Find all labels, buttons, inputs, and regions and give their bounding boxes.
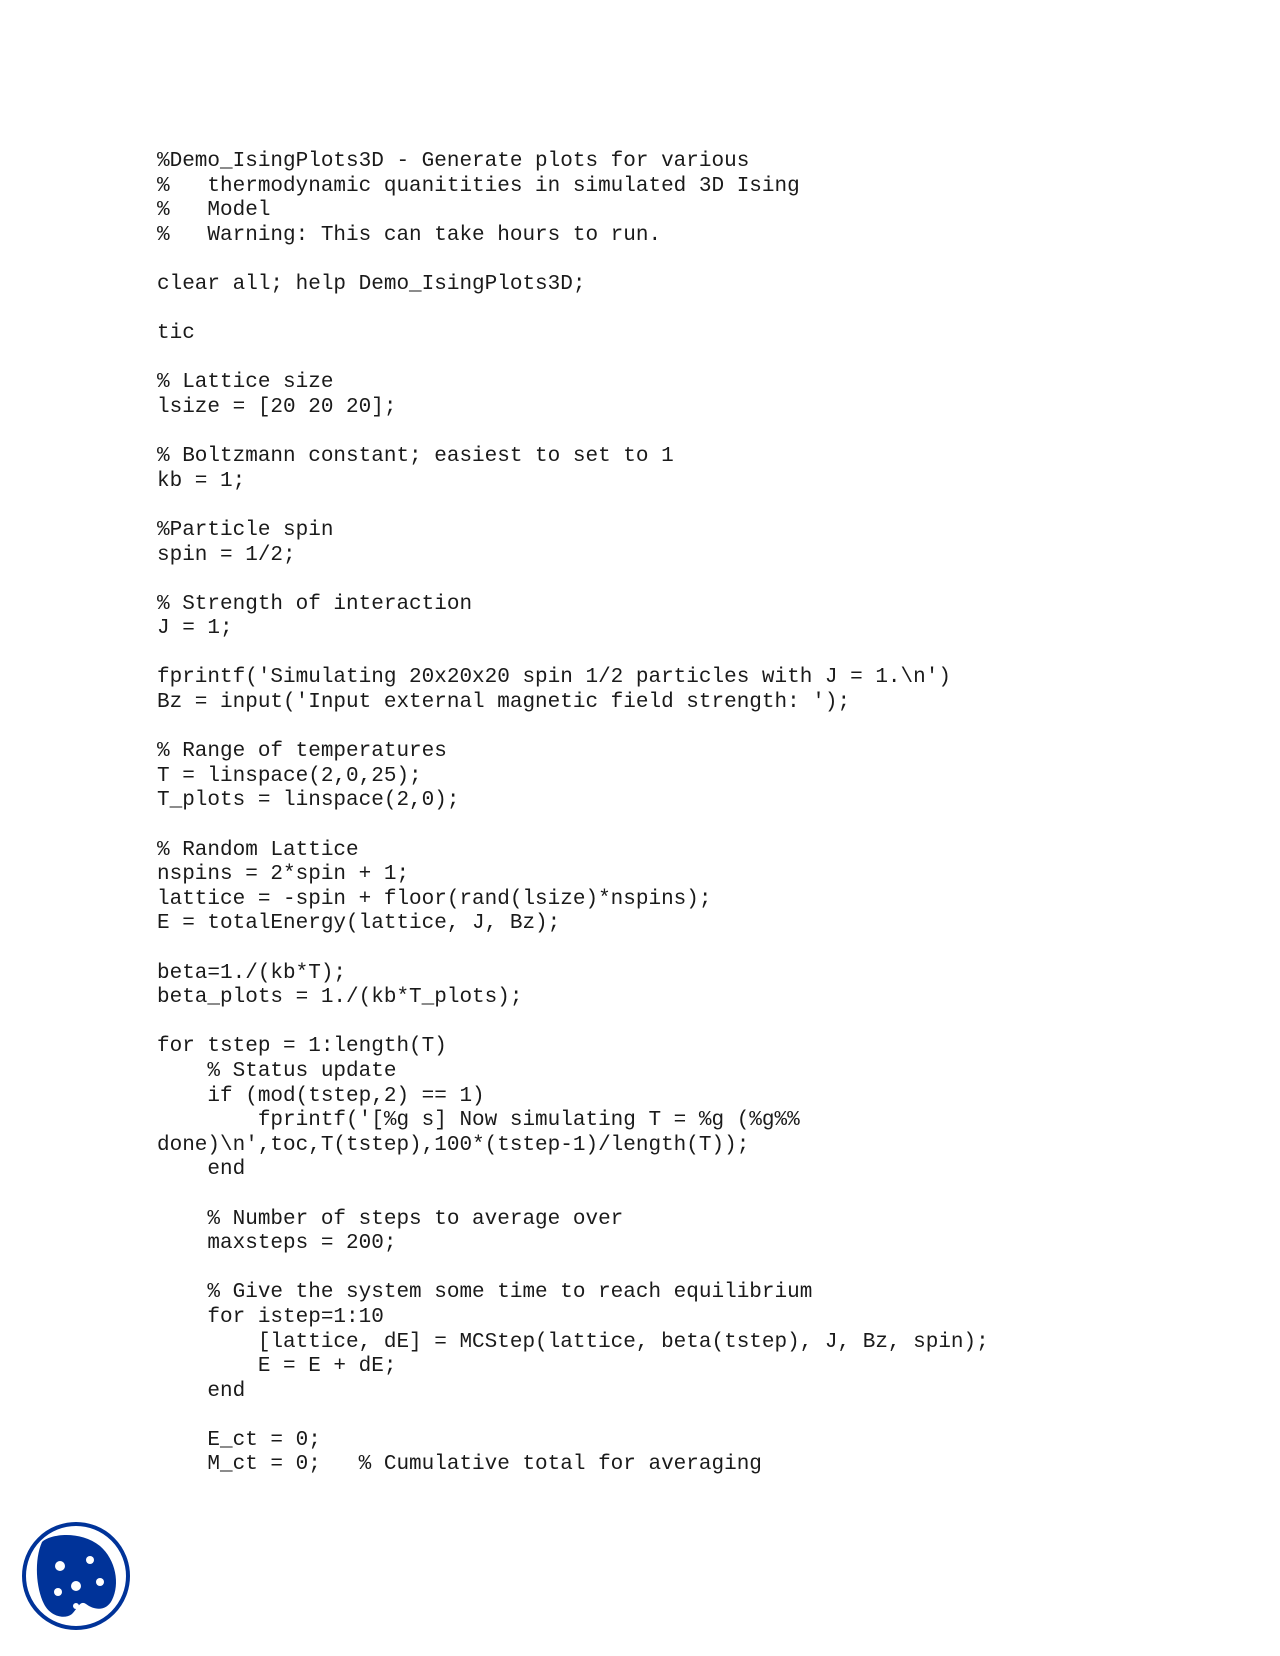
code-line: %Particle spin: [157, 518, 334, 542]
code-line: for tstep = 1:length(T): [157, 1035, 447, 1059]
code-line: % Random Lattice: [157, 838, 359, 862]
code-line: [157, 642, 989, 667]
code-line: lsize = [20 20 20];: [157, 395, 397, 419]
code-line: beta_plots = 1./(kb*T_plots);: [157, 986, 523, 1010]
code-line: % Model: [157, 199, 271, 223]
code-line: [157, 248, 989, 273]
code-line: fprintf('[%g s] Now simulating T = %g (%g%%: [157, 1109, 800, 1133]
code-line: [157, 1183, 989, 1208]
ladybug-logo-icon: [20, 1520, 132, 1632]
code-line: tic: [157, 322, 195, 346]
code-line: T = linspace(2,0,25);: [157, 764, 422, 788]
code-line: [lattice, dE] = MCStep(lattice, beta(tstep), J, Bz, spin);: [157, 1330, 989, 1354]
code-line: % Boltzmann constant; easiest to set to 1: [157, 445, 674, 469]
code-line: [157, 568, 989, 593]
code-line: end: [157, 1158, 246, 1182]
code-line: E_ct = 0;: [157, 1428, 321, 1452]
code-line: % Warning: This can take hours to run.: [157, 223, 662, 247]
code-line: done)\n',toc,T(tstep),100*(tstep-1)/length(T));: [157, 1133, 750, 1157]
code-line: end: [157, 1379, 246, 1403]
code-line: nspins = 2*spin + 1;: [157, 863, 410, 887]
code-line: % Lattice size: [157, 371, 334, 395]
code-line: for istep=1:10: [157, 1305, 384, 1329]
code-line: % Status update: [157, 1059, 397, 1083]
code-line: [157, 1257, 989, 1282]
code-line: maxsteps = 200;: [157, 1232, 397, 1256]
code-line: [157, 1404, 989, 1429]
code-line: [157, 1011, 989, 1036]
code-line: [157, 298, 989, 323]
code-line: kb = 1;: [157, 469, 246, 493]
code-line: [157, 937, 989, 962]
code-line: % Number of steps to average over: [157, 1207, 624, 1231]
code-line: % Give the system some time to reach equilibrium: [157, 1281, 813, 1305]
code-line: fprintf('Simulating 20x20x20 spin 1/2 particles with J = 1.\n'): [157, 666, 951, 690]
code-listing: [157, 150, 989, 1478]
code-line: [157, 716, 989, 741]
code-line: if (mod(tstep,2) == 1): [157, 1084, 485, 1108]
code-line: E = totalEnergy(lattice, J, Bz);: [157, 912, 561, 936]
code-line: %Demo_IsingPlots3D - Generate plots for various: [157, 150, 750, 173]
code-line: beta=1./(kb*T);: [157, 961, 347, 985]
code-line: J = 1;: [157, 617, 233, 641]
code-line: clear all; help Demo_IsingPlots3D;: [157, 272, 586, 296]
code-line: Bz = input('Input external magnetic field strength: ');: [157, 691, 851, 715]
code-line: % thermodynamic quanitities in simulated 3D Ising: [157, 174, 800, 198]
code-line: M_ct = 0; % Cumulative total for averaging: [157, 1453, 762, 1477]
code-line: E = E + dE;: [157, 1355, 397, 1379]
code-line: [157, 494, 989, 519]
code-line: [157, 347, 989, 372]
code-line: lattice = -spin + floor(rand(lsize)*nspins);: [157, 887, 712, 911]
code-line: % Strength of interaction: [157, 592, 473, 616]
code-line: T_plots = linspace(2,0);: [157, 789, 460, 813]
code-line: spin = 1/2;: [157, 543, 296, 567]
code-line: [157, 421, 989, 446]
code-line: % Range of temperatures: [157, 740, 447, 764]
code-line: [157, 814, 989, 839]
